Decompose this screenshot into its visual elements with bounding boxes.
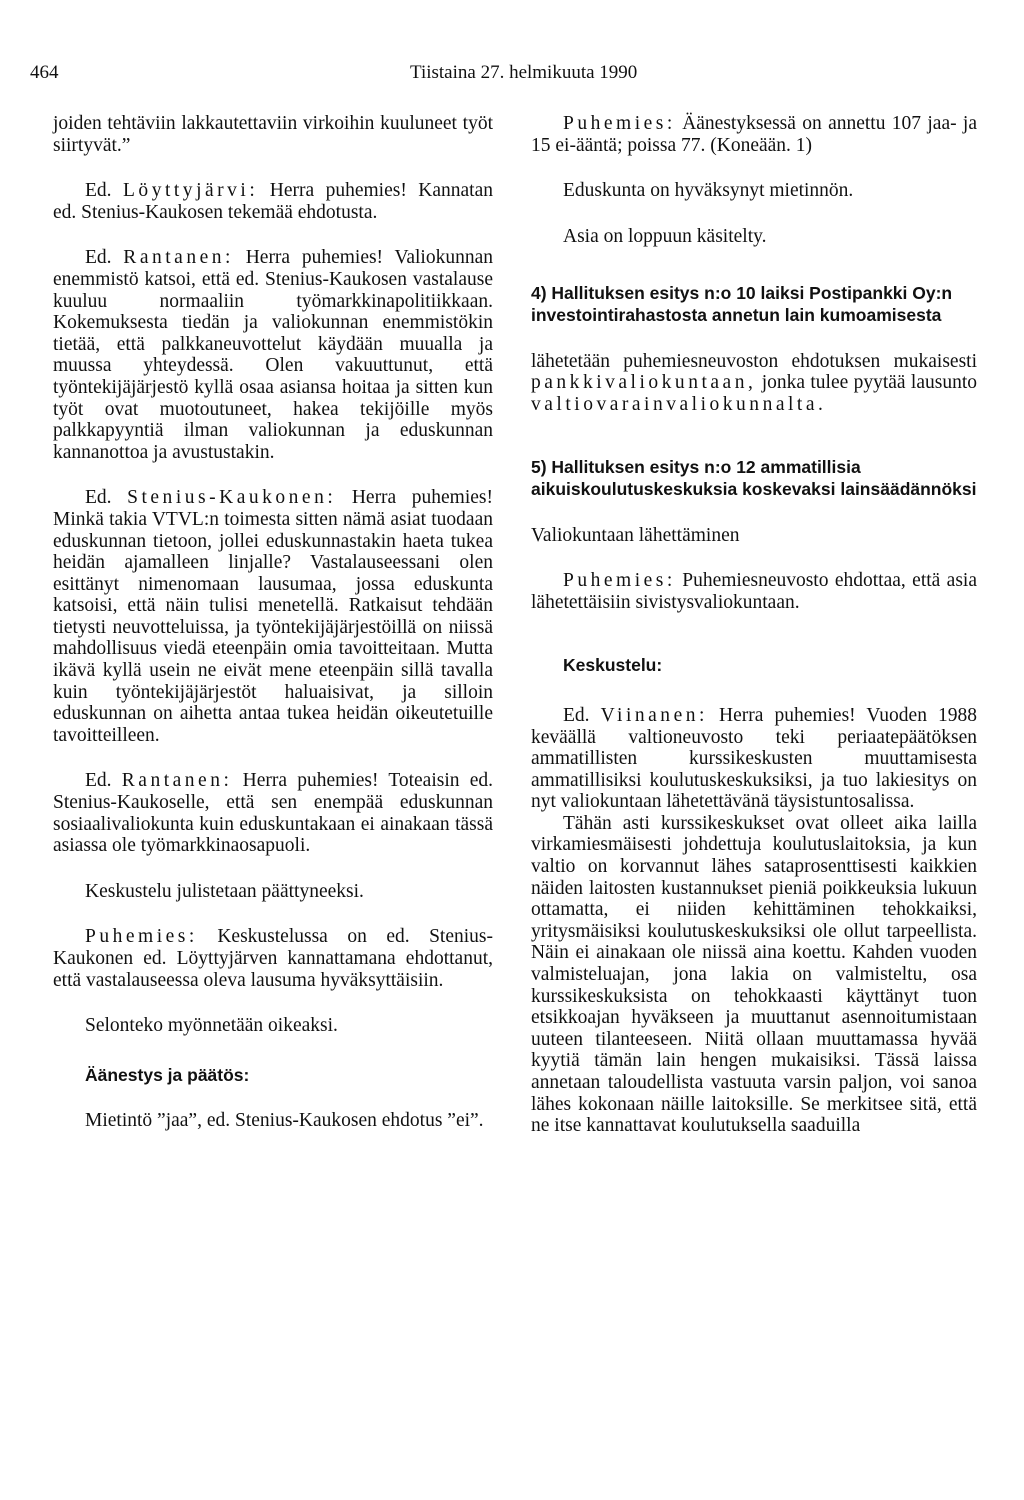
speaker-name: Rantanen: (121, 770, 233, 792)
speech-text: Puhemiesneuvosto ehdottaa, että asia lähetettäisiin sivistysvaliokuntaan. (531, 570, 977, 613)
paragraph: Tähän asti kurssikeskukset ovat olleet aika lailla virkamiesmäisesti johdettuja koulutuslaitoksia, ja kun valtio on korvannut lähes sataprosenttisesti kaikkien näiden laitosten kustannukset pieniä poikkeuksia lukuun ottamatta, ei niiden kehittäminen tehokkaiksi, yritysmäisiksi koulutuskeskuksiksi ole ollut tarpeellista. Näin ei ainakaan ole niissä aina koettu. Kahden vuoden valmisteluajan, jona lakia on valmisteltu, osa kurssikeskuksista on tehokkaasti käyttänyt tuon etsikkoajan hyväkseen ja muuttanut asennoitumistaan uuteen tilanteeseen. Niitä ollaan muuttamassa hyvää kyytiä tämän lain hengen mukaisiksi. Tässä laissa annetaan taloudellista vastuuta varsin paljon, voi sanoa lähes kokonaan näille laitoksille. Se merkitsee sitä, että ne itse kannattavat koulutuksella saaduilla (531, 812, 977, 1137)
right-column (531, 113, 977, 1137)
agenda-item-heading: 5) Hallituksen esitys n:o 12 ammatillisia aikuiskoulutuskeskuksia koskevaksi lainsäädännöksi (531, 457, 977, 499)
speech-viinanen (531, 705, 977, 813)
paragraph: joiden tehtäviin lakkautettaviin virkoihin kuuluneet työt siirtyvät.” (53, 113, 493, 156)
paragraph: Selonteko myönnetään oikeaksi. (85, 1015, 338, 1037)
speech-text: Keskustelussa on ed. Stenius-Kaukonen ed. Löyttyjärven kannattamana ehdottanut, että vastalauseessa oleva lausuma hyväksyttäisiin. (53, 926, 494, 991)
committee-name: valtiovarainvaliokunnalta. (531, 393, 827, 415)
speech-rantanen-2 (53, 770, 493, 856)
speech-text: Herra puhemies! Kannatan ed. Stenius-Kaukosen tekemää ehdotusta. (53, 180, 494, 223)
agenda-item-heading: 4) Hallituksen esitys n:o 10 laiksi Postipankki Oy:n investointirahastosta annetun lain kumoamisesta (531, 283, 953, 325)
speech-rantanen-1 (53, 247, 493, 463)
speaker-name: Rantanen: (123, 247, 234, 269)
session-date: Tiistaina 27. helmikuuta 1990 (410, 62, 638, 83)
speech-prefix: Ed. (85, 247, 112, 269)
speaker-name: Puhemies: (563, 570, 676, 592)
speech-text: Herra puhemies! Valiokunnan enemmistö katsoi, että ed. Stenius-Kaukosen vastalause kuuluu normaaliin työmarkkinapolitiikkaan. Kokemuksesta tiedän ja valiokunnan enemmistökin tietää, että palkkaneuvottelut käydään muualla ja muussa yhteydessä. Olen vakuuttunut, että työntekijäjärjestö kyllä osaa asiansa hoitaa ja sitten kun työt ovat muotoutuneet, hakea tekijöille myös palkkapyyntiä ilman valiokunnan ja eduskunnan kannanottoa ja avustustakin. (53, 247, 494, 463)
left-column (53, 113, 493, 1132)
committee-name: pankkivaliokuntaan, (531, 372, 757, 394)
speech-text: Herra puhemies! Vuoden 1988 keväällä valtioneuvosto teki periaatepäätöksen ammatillisten kurssikeskusten muuttamisesta ammatillisiksi koulutuskeskuksiksi, ja tuo lakiesitys on nyt valiokuntaan lähetettävänä täysistuntosalissa. (531, 704, 977, 813)
speaker-name: Puhemies: (563, 113, 676, 134)
speaker-name: Löyttyjärvi: (123, 180, 259, 202)
speech-prefix: Ed. (563, 704, 590, 726)
speech-puhemies-vote (531, 113, 977, 156)
referral-text: jonka tulee pyytää lausunto (761, 372, 977, 394)
speech-stenius-kaukonen (53, 487, 493, 746)
referral-text: lähetetään puhemiesneuvoston ehdotuksen mukaisesti (531, 350, 977, 372)
speech-loyttyjarvi (53, 180, 493, 223)
paragraph: Keskustelu julistetaan päättyneeksi. (85, 880, 364, 902)
speaker-name: Stenius-Kaukonen: (127, 487, 337, 509)
speech-text: Herra puhemies! Toteaisin ed. Stenius-Kaukoselle, että sen enempää eduskunnan sosiaalivaliokunta kuin eduskuntakaan ei ainakaan tässä asiassa ole työmarkkinaosapuoli. (53, 770, 494, 857)
speech-prefix: Ed. (85, 487, 112, 509)
section-heading: Keskustelu: (563, 655, 663, 676)
speaker-name: Viinanen: (600, 704, 708, 726)
speech-text: Äänestyksessä on annettu 107 jaa- ja 15 ei-ääntä; poissa 77. (Koneään. 1) (531, 113, 978, 156)
referral-paragraph (531, 351, 977, 416)
speech-puhemies (53, 926, 493, 991)
paragraph: Valiokuntaan lähettäminen (531, 524, 740, 546)
page-header (30, 62, 994, 92)
paragraph: Mietintö ”jaa”, ed. Stenius-Kaukosen ehdotus ”ei”. (85, 1110, 484, 1132)
speech-prefix: Ed. (85, 180, 112, 202)
speech-text: Herra puhemies! Minkä takia VTVL:n toimesta sitten nämä asiat tuodaan eduskunnan tietoon, jollei eduskunnastakin haeta tukea heidän ajamalleen linjalle? Vastalauseessani olen esittänyt nimenomaan lausumaa, jossa eduskunta katsoisi, että näin tulisi menetellä. Ratkaisut tehdään tietysti neuvotteluissa, ja työntekijäjärjestöillä on niissä mahdollisuus viedä eteenpäin omia tavoitteitaan. Mutta ikävä kyllä usein ne eivät mene eteenpäin sillä tavalla kuin työntekijäjärjestöt haluaisivat, ja silloin eduskunnan on aihetta antaa tukea heidän oikeutetuille tavoitteilleen. (53, 487, 493, 746)
page-number: 464 (30, 62, 59, 83)
speech-puhemies-referral (531, 570, 977, 613)
section-heading: Äänestys ja päätös: (85, 1064, 250, 1085)
speaker-name: Puhemies: (85, 926, 198, 948)
speech-prefix: Ed. (85, 770, 112, 792)
paragraph: Eduskunta on hyväksynyt mietinnön. (563, 180, 854, 202)
paragraph: Asia on loppuun käsitelty. (563, 225, 767, 247)
